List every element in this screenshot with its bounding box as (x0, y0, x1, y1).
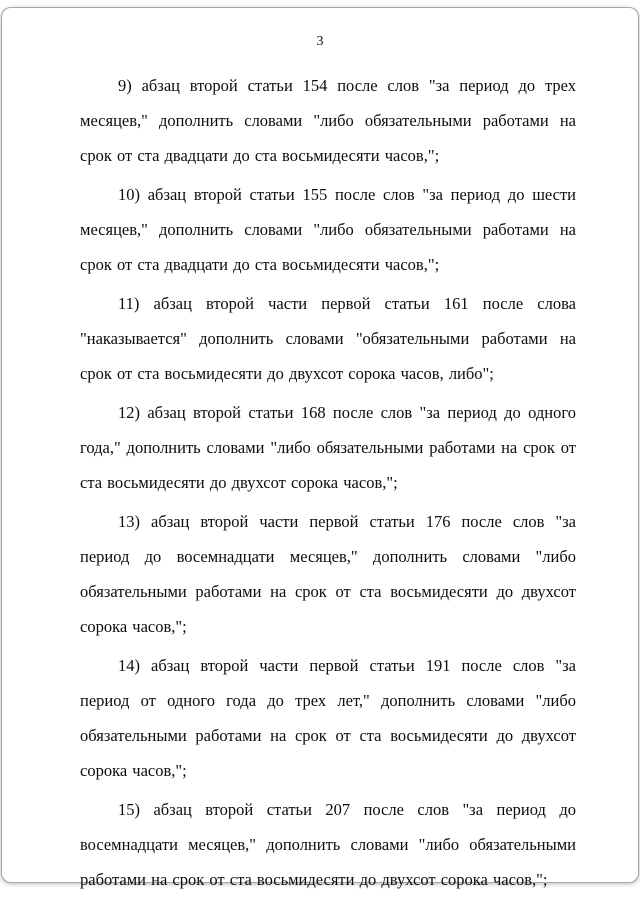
legal-paragraph: 15) абзац второй статьи 207 после слов "за период до восемнадцати месяцев," дополнить словами "либо обязательными работами на срок от ста восьмидесяти до двухсот сорока часов,"; (80, 800, 576, 889)
legal-paragraph: 14) абзац второй части первой статьи 191 после слов "за период от одного года до трех лет," дополнить словами "либо обязательными работами на срок от ста восьмидесяти до двухсот сорока часов,"; (80, 656, 576, 780)
page-number: 3 (316, 34, 324, 49)
legal-paragraph: 10) абзац второй статьи 155 после слов "за период до шести месяцев," дополнить словами "либо обязательными работами на срок от ста двадцати до ста восьмидесяти часов,"; (80, 185, 576, 274)
document-page (1, 7, 639, 889)
legal-paragraph: 13) абзац второй части первой статьи 176 после слов "за период до восемнадцати месяцев," дополнить словами "либо обязательными работами на срок от ста восьмидесяти до двухсот сорока часов,"; (80, 512, 576, 636)
legal-paragraph: 9) абзац второй статьи 154 после слов "за период до трех месяцев," дополнить словами "либо обязательными работами на срок от ста двадцати до ста восьмидесяти часов,"; (80, 76, 576, 165)
page-content (2, 8, 638, 889)
legal-paragraph: 11) абзац второй части первой статьи 161 после слова "наказывается" дополнить словами "обязательными работами на срок от ста восьмидесяти до двухсот сорока часов, либо"; (80, 294, 576, 383)
document-body (80, 68, 576, 897)
legal-paragraph: 12) абзац второй статьи 168 после слов "за период до одного года," дополнить словами "либо обязательными работами на срок от ста восьмидесяти до двухсот сорока часов,"; (80, 403, 576, 492)
